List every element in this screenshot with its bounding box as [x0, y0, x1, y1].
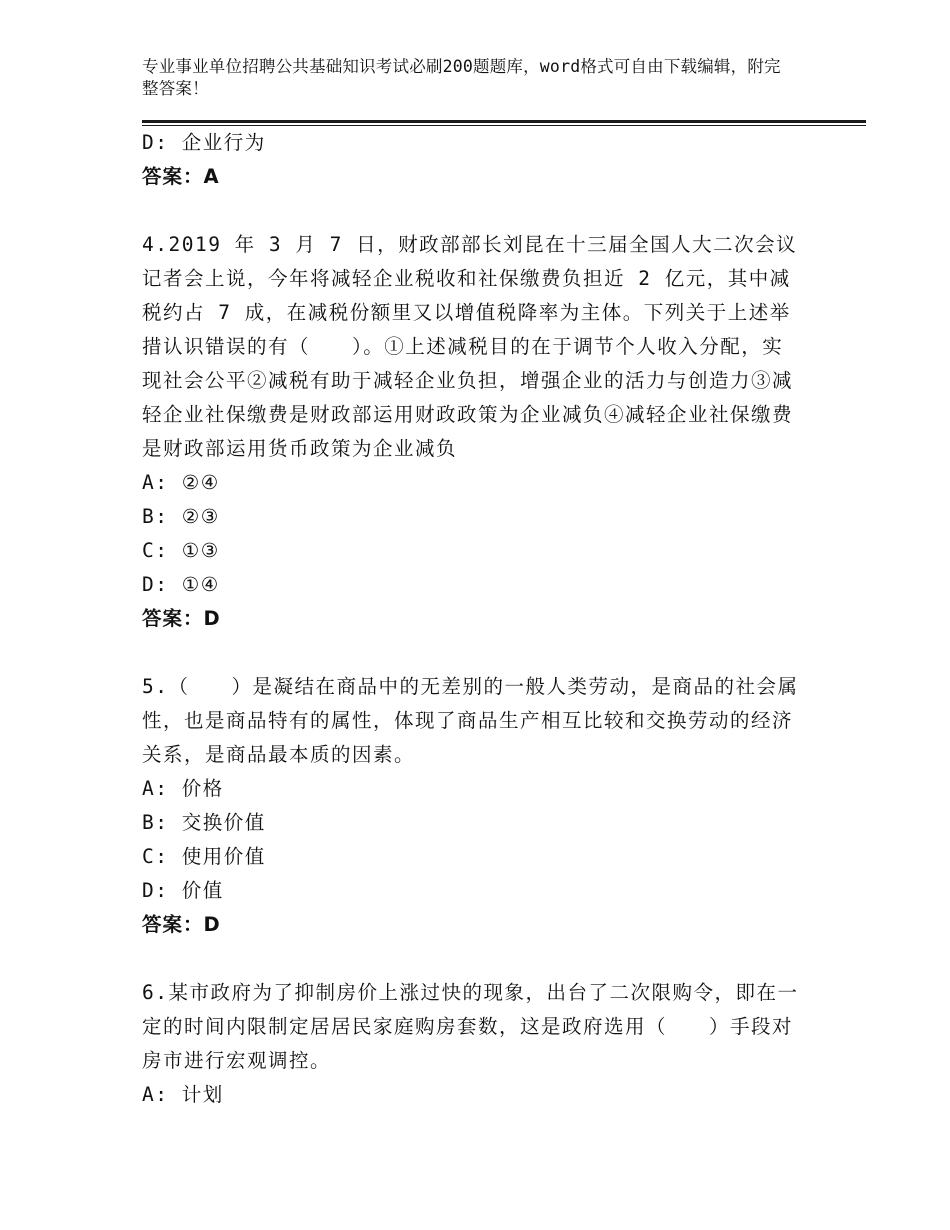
- q3-answer: 答案：A: [142, 165, 220, 188]
- q5-option-a: A: 价格: [142, 777, 224, 800]
- q5-stem: 5.（ ）是凝结在商品中的无差别的一般人类劳动，是商品的社会属性，也是商品特有的属性，体现了商品生产相互比较和交换劳动的经济关系，是商品最本质的因素。: [142, 675, 799, 766]
- q4-option-d: D: ①④: [142, 573, 220, 596]
- spacer: [142, 636, 802, 670]
- spacer: [142, 942, 802, 976]
- q6-stem: 6.某市政府为了抑制房价上涨过快的现象，出台了二次限购令，即在一定的时间内限制定居居民家庭购房套数，这是政府选用（ ）手段对房市进行宏观调控。: [142, 981, 799, 1072]
- q4-option-c: C: ①③: [142, 539, 220, 562]
- q4-option-a: A: ②④: [142, 471, 220, 494]
- q5-option-b: B: 交换价值: [142, 811, 266, 834]
- q4-stem: 4.2019 年 3 月 7 日，财政部部长刘昆在十三届全国人大二次会议记者会上说，今年将减轻企业税收和社保缴费负担近 2 亿元，其中减税约占 7 成，在减税份额里又以增值税降率为主体。下列关于上述举措认识错误的有（ ）。①上述减税目的在于调节个人收入分配，实现社会公平②减税有助于减轻企业负担，增强企业的活力与创造力③减轻企业社保缴费是财政部运用财政政策为企业减负④减轻企业社保缴费是财政部运用货币政策为企业减负: [142, 233, 798, 460]
- q6-option-a: A: 计划: [142, 1083, 224, 1106]
- q5-option-d: D: 价值: [142, 879, 224, 902]
- q4-answer: 答案：D: [142, 607, 221, 630]
- spacer: [142, 194, 802, 228]
- q5-answer: 答案：D: [142, 913, 221, 936]
- q5-option-c: C: 使用价值: [142, 845, 266, 868]
- page-header: 专业事业单位招聘公共基础知识考试必刷200题题库，word格式可自由下载编辑，附完整答案！: [142, 57, 781, 98]
- q3-option-d: D: 企业行为: [142, 131, 266, 154]
- question-content: [142, 126, 802, 1112]
- q4-option-b: B: ②③: [142, 505, 220, 528]
- header-rule-thick: [142, 120, 866, 123]
